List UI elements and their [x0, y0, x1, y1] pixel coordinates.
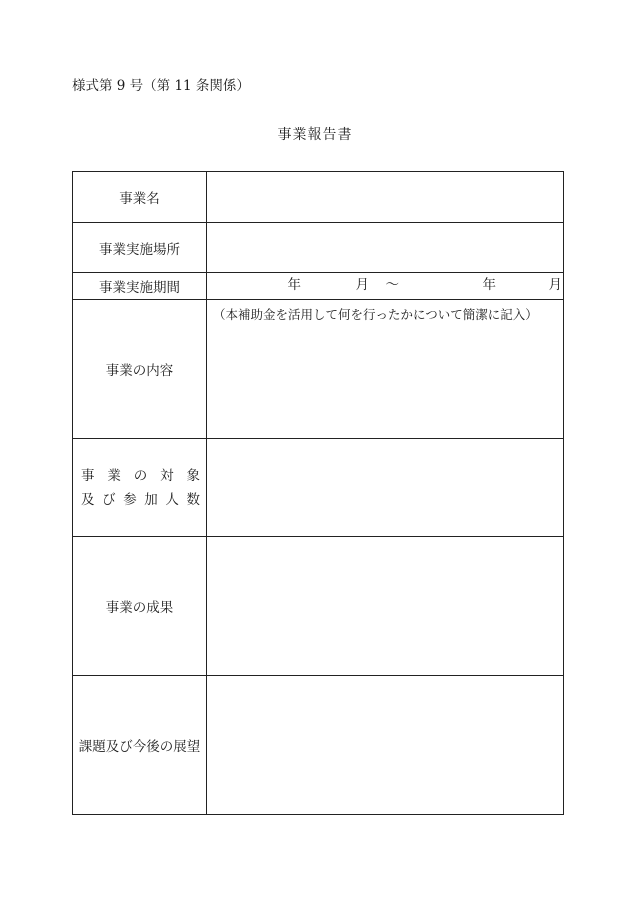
document-title: 事業報告書 — [277, 127, 353, 143]
row-project-results — [73, 537, 564, 676]
field-target-participants[interactable] — [207, 439, 564, 537]
label-target-line1: 事 業 の 対 象 — [81, 467, 200, 484]
row-project-place — [73, 223, 564, 273]
row-project-content — [73, 300, 564, 439]
report-table — [72, 171, 564, 815]
label-project-period: 事業実施期間 — [73, 273, 207, 300]
label-project-content: 事業の内容 — [73, 300, 207, 439]
label-project-place: 事業実施場所 — [73, 223, 207, 273]
field-project-period[interactable] — [207, 273, 564, 300]
field-project-content[interactable] — [207, 300, 564, 439]
label-project-results: 事業の成果 — [73, 537, 207, 676]
period-year-start: 年 — [287, 277, 301, 293]
period-tilde: 〜 — [385, 277, 399, 293]
row-project-name — [73, 172, 564, 223]
label-target-participants — [73, 439, 207, 537]
period-month-start: 月 — [355, 277, 369, 293]
content-instruction-note: （本補助金を活用して何を行ったかについて簡潔に記入） — [213, 307, 538, 322]
label-project-name: 事業名 — [73, 172, 207, 223]
field-project-name[interactable] — [207, 172, 564, 223]
label-target-line2: 及 び 参 加 人 数 — [81, 491, 200, 508]
row-issues-outlook — [73, 676, 564, 815]
field-project-results[interactable] — [207, 537, 564, 676]
period-year-end: 年 — [482, 277, 496, 293]
field-project-place[interactable] — [207, 223, 564, 273]
form-number: 様式第 9 号（第 11 条関係） — [72, 78, 250, 94]
row-project-period — [73, 273, 564, 300]
period-month-end: 月 — [548, 277, 562, 293]
label-issues-outlook: 課題及び今後の展望 — [73, 676, 207, 815]
field-issues-outlook[interactable] — [207, 676, 564, 815]
row-target-participants — [73, 439, 564, 537]
